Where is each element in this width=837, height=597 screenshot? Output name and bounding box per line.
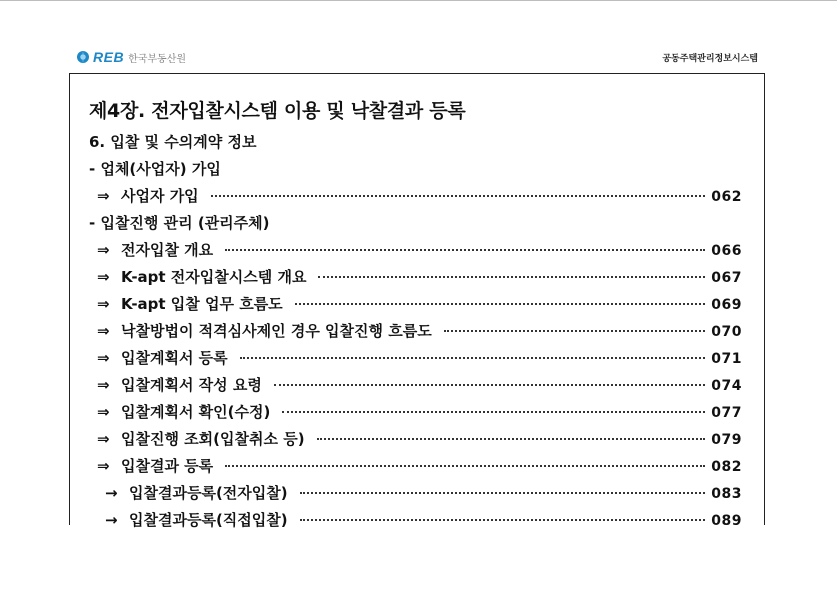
chapter-title: 제4장. 전자입찰시스템 이용 및 낙찰결과 등록 <box>89 100 466 122</box>
toc-entry[interactable] <box>97 374 742 395</box>
logo-org-name: 한국부동산원 <box>128 53 187 65</box>
toc-entry-label: 입찰결과등록(직접입찰) <box>129 511 288 529</box>
group-heading: - 입찰진행 관리 (관리주체) <box>89 214 270 232</box>
toc-entry-label: 입찰계획서 등록 <box>121 349 228 367</box>
top-rule <box>0 0 837 1</box>
arrow-icon: ⇒ <box>97 403 110 421</box>
toc-entry[interactable] <box>97 266 742 287</box>
group-heading: - 업체(사업자) 가입 <box>89 160 221 178</box>
system-title: 공동주택관리정보시스템 <box>662 54 758 64</box>
toc-entry-page: 083 <box>711 486 742 502</box>
toc-entry[interactable] <box>97 320 742 341</box>
toc-entry-label: 전자입찰 개요 <box>121 241 214 259</box>
leader-dots <box>274 384 705 386</box>
toc-entry-page: 070 <box>711 324 742 340</box>
toc-entry-page: 079 <box>711 432 742 448</box>
toc-entry-page: 089 <box>711 513 742 529</box>
toc-entry[interactable] <box>97 455 742 476</box>
leader-dots <box>300 519 706 521</box>
arrow-icon: ⇒ <box>97 376 110 394</box>
leader-dots <box>240 357 706 359</box>
leader-dots <box>318 276 705 278</box>
arrow-icon: → <box>105 511 118 529</box>
toc-entry-label: 입찰계획서 작성 요령 <box>121 376 262 394</box>
toc-entry[interactable] <box>97 293 742 314</box>
arrow-icon: ⇒ <box>97 349 110 367</box>
leader-dots <box>300 492 706 494</box>
section-title: 6. 입찰 및 수의계약 정보 <box>89 133 257 151</box>
arrow-icon: ⇒ <box>97 187 110 205</box>
toc-entry[interactable] <box>97 239 742 260</box>
logo <box>76 49 186 65</box>
toc-entry-page: 082 <box>711 459 742 475</box>
toc-subentry[interactable] <box>105 482 742 503</box>
toc-entry-page: 071 <box>711 351 742 367</box>
toc-entry-label: K-apt 입찰 업무 흐름도 <box>121 295 283 313</box>
logo-text: REB <box>93 49 125 65</box>
toc-entry[interactable] <box>97 428 742 449</box>
leader-dots <box>295 303 706 305</box>
toc-entry[interactable] <box>97 401 742 422</box>
toc-entry-label: 입찰진행 조회(입찰취소 등) <box>121 430 305 448</box>
arrow-icon: ⇒ <box>97 322 110 340</box>
toc-entry-page: 074 <box>711 378 742 394</box>
toc-entry-label: 입찰결과 등록 <box>121 457 214 475</box>
toc-entry-page: 067 <box>711 270 742 286</box>
leader-dots <box>282 411 705 413</box>
toc-subentry[interactable] <box>105 509 742 530</box>
leader-dots <box>225 249 705 251</box>
leader-dots <box>211 195 706 197</box>
toc-entry[interactable] <box>97 347 742 368</box>
arrow-icon: ⇒ <box>97 457 110 475</box>
arrow-icon: ⇒ <box>97 430 110 448</box>
toc-entry-label: 사업자 가입 <box>121 187 199 205</box>
arrow-icon: ⇒ <box>97 268 110 286</box>
toc-entry-label: 입찰계획서 확인(수정) <box>121 403 271 421</box>
toc-entry-page: 069 <box>711 297 742 313</box>
leader-dots <box>225 465 705 467</box>
toc-entry-label: 낙찰방법이 적격심사제인 경우 입찰진행 흐름도 <box>121 322 432 340</box>
arrow-icon: → <box>105 484 118 502</box>
toc-entry-label: 입찰결과등록(전자입찰) <box>129 484 288 502</box>
logo-mark-icon <box>76 50 90 64</box>
leader-dots <box>444 330 706 332</box>
toc-entry-page: 062 <box>711 189 742 205</box>
toc-entry[interactable] <box>97 185 742 206</box>
toc-entry-page: 077 <box>711 405 742 421</box>
arrow-icon: ⇒ <box>97 295 110 313</box>
toc-entry-page: 066 <box>711 243 742 259</box>
leader-dots <box>317 438 706 440</box>
toc-entry-label: K-apt 전자입찰시스템 개요 <box>121 268 307 286</box>
arrow-icon: ⇒ <box>97 241 110 259</box>
